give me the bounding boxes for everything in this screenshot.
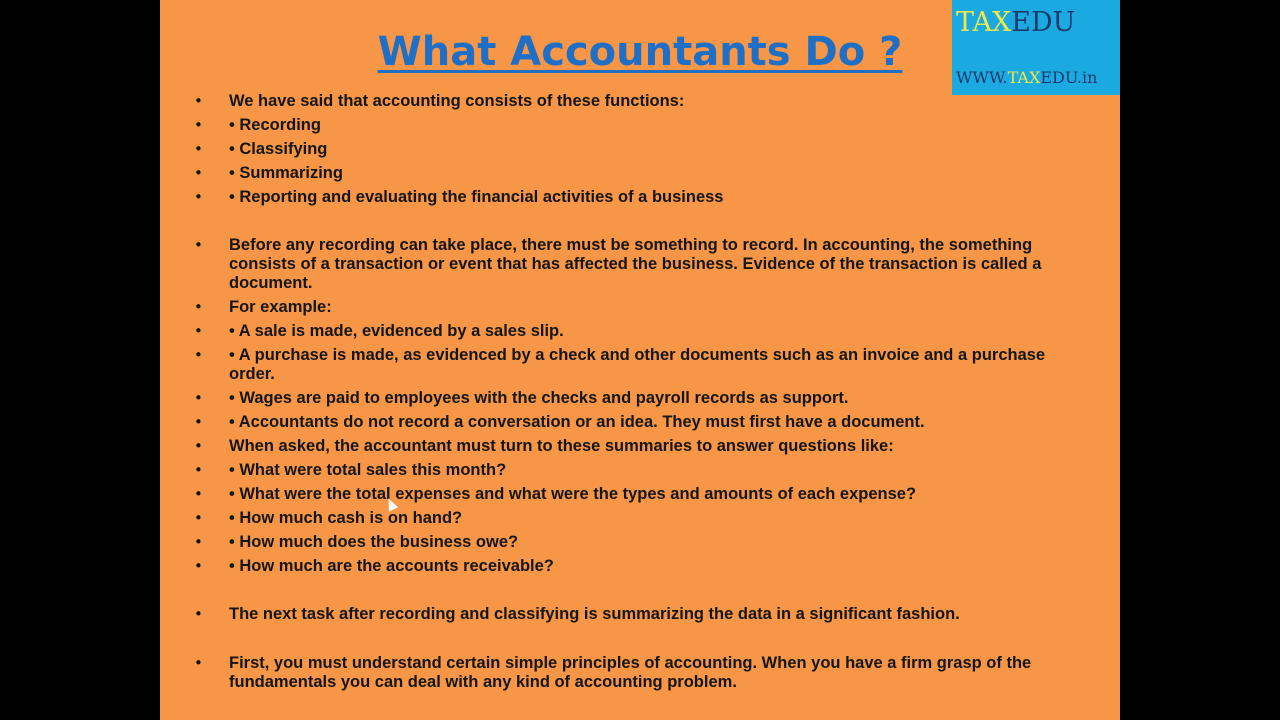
bullet-marker: • [194, 322, 203, 340]
bullet-text: We have said that accounting consists of these functions: [229, 92, 685, 110]
bullet-text: • Wages are paid to employees with the checks and payroll records as support. [229, 389, 849, 407]
bullet-text: • Summarizing [229, 164, 343, 182]
bullet-marker: • [194, 116, 203, 134]
logo-url-www: WWW. [956, 68, 1008, 87]
slide [160, 0, 1120, 720]
slide-title: What Accountants Do ? [377, 29, 903, 75]
bullet-marker: • [194, 605, 203, 623]
bullet-text: For example: [229, 298, 332, 316]
bullet-text: First, you must understand certain simple principles of accounting. When you have a firm grasp of the fundamentals you can deal with any kind of accounting problem. [229, 654, 1032, 691]
bullet-marker: • [194, 654, 203, 672]
bullet-marker: • [194, 533, 203, 551]
bullet-text: Before any recording can take place, there must be something to record. In accounting, the something consists of a transaction or event that has affected the business. Evidence of the transaction is called a document. [229, 236, 1042, 292]
bullet-text: • What were total sales this month? [229, 461, 507, 479]
bullet-text: • Reporting and evaluating the financial activities of a business [229, 188, 724, 206]
bullet-marker: • [194, 346, 203, 364]
bullet-text: The next task after recording and classifying is summarizing the data in a significant fashion. [229, 605, 960, 623]
bullet-marker: • [194, 188, 203, 206]
right-letterbox [1120, 0, 1280, 720]
bullet-text: • Recording [229, 116, 321, 134]
logo-url-edu: EDU.in [1040, 68, 1098, 87]
bullet-text: • Accountants do not record a conversation or an idea. They must first have a document. [229, 413, 925, 431]
bullet-marker: • [194, 557, 203, 575]
bullet-marker: • [194, 389, 203, 407]
logo-tax: TAX [956, 7, 1012, 38]
bullet-text: • What were the total expenses and what were the types and amounts of each expense? [229, 485, 917, 503]
bullet-text: • Classifying [229, 140, 328, 158]
bullet-marker: • [194, 298, 203, 316]
bullet-list [160, 0, 1120, 720]
logo-edu: EDU [1011, 7, 1076, 38]
bullet-marker: • [194, 164, 203, 182]
bullet-text: • How much does the business owe? [229, 533, 519, 551]
bullet-text: When asked, the accountant must turn to these summaries to answer questions like: [229, 437, 894, 455]
bullet-marker: • [194, 236, 203, 254]
bullet-text: • How much cash is on hand? [229, 509, 463, 527]
bullet-marker: • [194, 461, 203, 479]
bullet-marker: • [194, 509, 203, 527]
bullet-text: • How much are the accounts receivable? [229, 557, 554, 575]
logo-url-tax: TAX [1007, 68, 1041, 87]
bullet-text: • A purchase is made, as evidenced by a check and other documents such as an invoice and a purchase order. [229, 346, 1046, 383]
bullet-marker: • [194, 437, 203, 455]
bullet-marker: • [194, 140, 203, 158]
bullet-text: • A sale is made, evidenced by a sales slip. [229, 322, 564, 340]
bullet-marker: • [194, 92, 203, 110]
bullet-marker: • [194, 485, 203, 503]
left-letterbox [0, 0, 160, 720]
bullet-marker: • [194, 413, 203, 431]
